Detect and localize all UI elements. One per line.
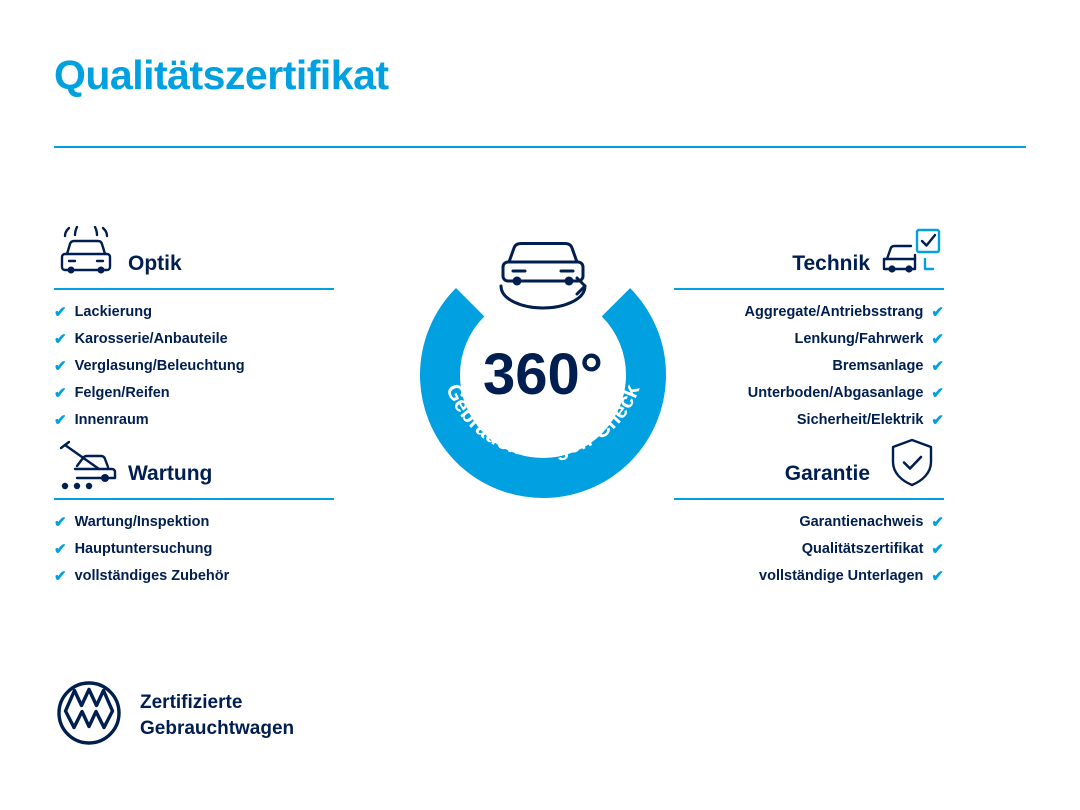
list-item-label: Wartung/Inspektion (74, 514, 210, 530)
shield-check-icon (880, 436, 944, 490)
section-technik (674, 222, 944, 428)
footer-text (140, 690, 294, 740)
list-item-label: vollständige Unterlagen (759, 568, 924, 584)
check-icon: ✔ (54, 357, 67, 375)
list-item (54, 358, 334, 374)
list-item-label: Verglasung/Beleuchtung (74, 358, 245, 374)
list-item-label: Felgen/Reifen (74, 385, 170, 401)
list-item-label: Innenraum (74, 412, 149, 428)
list-item (797, 412, 944, 428)
footer-line-1: Zertifizierte (140, 692, 243, 714)
list-item (799, 514, 944, 530)
section-optik-header (54, 222, 334, 280)
list-item (795, 331, 945, 347)
check-icon: ✔ (54, 411, 67, 429)
section-wartung (54, 432, 334, 584)
list-item-label: Karosserie/Anbauteile (74, 331, 228, 347)
list-item-label: Hauptuntersuchung (74, 541, 213, 557)
section-wartung-header (54, 432, 334, 490)
list-item (832, 358, 944, 374)
badge-360-check (398, 212, 688, 502)
check-icon: ✔ (54, 540, 67, 558)
badge-value: 360° (483, 342, 603, 407)
check-icon: ✔ (931, 384, 944, 402)
list-item-label: Aggregate/Antriebsstrang (744, 304, 924, 320)
page-title: Qualitätszertifikat (54, 52, 389, 98)
section-garantie-items (674, 514, 944, 584)
list-item (54, 412, 334, 428)
list-item-label: Qualitätszertifikat (801, 541, 924, 557)
section-garantie-title: Garantie (784, 462, 870, 485)
section-technik-title: Technik (792, 252, 870, 275)
list-item (745, 304, 944, 320)
footer-brand (56, 680, 294, 751)
check-icon: ✔ (54, 384, 67, 402)
list-item-label: Lackierung (74, 304, 152, 320)
car-front-wash-icon (54, 226, 118, 280)
section-optik (54, 222, 334, 428)
check-icon: ✔ (931, 567, 944, 585)
section-wartung-items (54, 514, 334, 584)
section-garantie (674, 432, 944, 584)
car-lift-jack-icon (54, 436, 118, 490)
section-technik-header (674, 222, 944, 280)
check-icon: ✔ (931, 357, 944, 375)
list-item (54, 541, 334, 557)
check-icon: ✔ (54, 513, 67, 531)
list-item-label: Unterboden/Abgasanlage (747, 385, 924, 401)
section-wartung-title: Wartung (128, 462, 213, 485)
check-icon: ✔ (931, 540, 944, 558)
footer-line-2: Gebrauchtwagen (140, 717, 295, 739)
section-wartung-divider (54, 498, 334, 500)
check-icon: ✔ (54, 330, 67, 348)
list-item-label: Garantienachweis (799, 514, 924, 530)
badge-arc-label: Gebrauchtwagen-Check (441, 380, 645, 463)
list-item-label: vollständiges Zubehör (74, 568, 230, 584)
check-icon: ✔ (931, 411, 944, 429)
section-optik-divider (54, 288, 334, 290)
list-item-label: Sicherheit/Elektrik (796, 412, 924, 428)
list-item (759, 568, 944, 584)
check-icon: ✔ (54, 567, 67, 585)
section-optik-title: Optik (128, 252, 182, 275)
section-optik-items (54, 304, 334, 428)
list-item (54, 331, 334, 347)
car-checklist-icon (880, 226, 944, 280)
list-item (54, 514, 334, 530)
list-item (54, 385, 334, 401)
section-garantie-divider (674, 498, 944, 500)
list-item (54, 304, 334, 320)
list-item-label: Bremsanlage (832, 358, 924, 374)
section-technik-divider (674, 288, 944, 290)
list-item (748, 385, 944, 401)
check-icon: ✔ (931, 330, 944, 348)
check-icon: ✔ (54, 303, 67, 321)
list-item (802, 541, 944, 557)
list-item (54, 568, 334, 584)
list-item-label: Lenkung/Fahrwerk (794, 331, 924, 347)
header-divider (54, 146, 1026, 148)
check-icon: ✔ (931, 303, 944, 321)
check-icon: ✔ (931, 513, 944, 531)
section-technik-items (674, 304, 944, 428)
section-garantie-header (674, 432, 944, 490)
vw-logo (56, 680, 122, 751)
